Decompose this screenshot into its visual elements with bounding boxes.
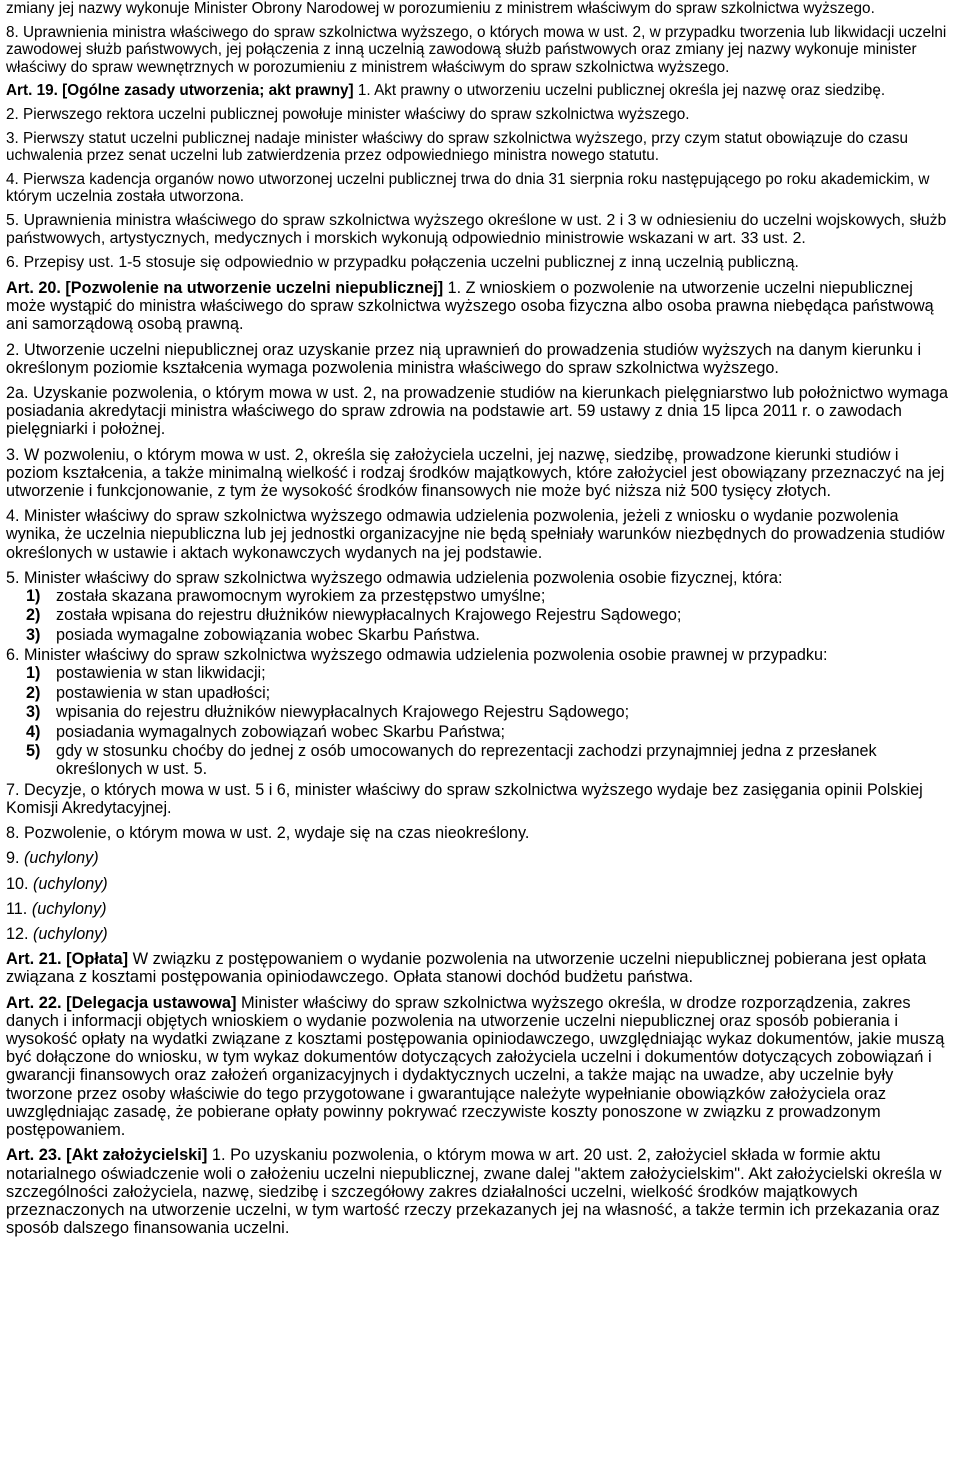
paragraph-art20-8 [6,824,952,842]
paragraph-art23-1 [6,1146,952,1237]
list-item-text: postawienia w stan upadłości; [56,683,271,702]
paragraph-art19-1 [6,82,952,100]
paragraph-number: 10. [6,874,34,893]
paragraph-text: 4. Minister właściwy do spraw szkolnictwa wyższego odmawia udzielenia pozwolenia, jeżeli z wniosku o wydanie pozwolenia wynika, że uczelnia niepubliczna lub jej jednostki organizacyjne nie będą spełniały warunków niezbędnych do prowadzenia studiów określonych w ustawie i aktach wykonawczych wydanych na jej podstawie. [6,507,945,562]
repealed-marker: (uchylony) [31,899,107,918]
list-item-number: 3) [26,703,41,722]
list-item-text: posiada wymagalne zobowiązania wobec Skarbu Państwa. [56,625,480,644]
list-item [6,723,952,741]
list-item-number: 4) [26,722,41,741]
list-item-text: została wpisana do rejestru dłużników niewypłacalnych Krajowego Rejestru Sądowego; [56,606,682,625]
repealed-marker: (uchylony) [33,925,108,944]
article-heading: Art. 20. [Pozwolenie na utworzenie uczelni niepublicznej] [6,278,444,297]
paragraph-art19-6 [6,254,952,272]
list-item-text: wpisania do rejestru dłużników niewypłacalnych Krajowego Rejestru Sądowego; [56,703,630,722]
list-item-text: gdy w stosunku choćby do jednej z osób umocowanych do reprezentacji zachodzi przynajmniej jedna z przesłanek określonych w ust. 5. [56,742,877,779]
paragraph-text: 6. Minister właściwy do spraw szkolnictwa wyższego odmawia udzielenia pozwolenia osobie prawnej w przypadku: [6,646,828,665]
paragraph-art19-4 [6,171,952,206]
paragraph-text: Minister właściwy do spraw szkolnictwa wyższego określa, w drodze rozporządzenia, zakres danych i informacji objętych wnioskiem o wydanie pozwolenia na utworzenie uczelni niepublicznej oraz sposób pobierania i wysokość opłaty na wydatki związane z kosztami postępowania opiniodawczego, uwzględniając wykaz dokumentów, jakie muszą być dołączone do wniosku, w tym wykaz dokumentów dotyczących założyciela uczelni i dokumentów dotyczących zobowiązań i gwarancji finansowych oraz założeń organizacyjnych i dydaktycznych uczelni, a także mając na uwadze, aby uczelnie były tworzone przez osoby właściwie do tego przygotowane i gwarantujące należyte wypełnianie obowiązków założyciela oraz uwzględniając zasadę, że pobierane opłaty powinny pokrywać rzeczywiste koszty ponoszone w związku z prowadzonym postępowaniem. [6,993,945,1140]
paragraph-text: 1. Po uzyskaniu pozwolenia, o którym mowa w art. 20 ust. 2, założyciel składa w formie aktu notarialnego oświadczenie woli o założeniu uczelni niepublicznej, zwane dalej "aktem założycielskim". Akt założycielski określa w szczególności założyciela, nazwę, siedzibę i szczegółowy zakres działalności uczelni, wielkość środków majątkowych przeznaczonych na utworzenie uczelni, w tym wartość rzeczy przekazanych jej na własność, a także termin ich przekazania oraz sposób dalszego finansowania uczelni. [6,1146,942,1238]
paragraph-art20-3 [6,446,952,501]
paragraph-number: 9. [6,849,24,868]
list-item-number: 1) [26,586,41,605]
paragraph-art18-8 [6,24,952,77]
list-item-number: 3) [26,625,41,644]
list-item-number: 2) [26,606,41,625]
list-item [6,587,952,605]
list-item [6,664,952,682]
paragraph-text: 7. Decyzje, o których mowa w ust. 5 i 6, minister właściwy do spraw szkolnictwa wyższego wydaje bez zasięgania opinii Polskiej Komisji Akredytacyjnej. [6,780,923,818]
paragraph-art20-2a [6,384,952,439]
paragraph-text: W związku z postępowaniem o wydanie pozwolenia na utworzenie uczelni niepublicznej pobierana jest opłata związana z kosztami postępowania opiniodawczego. Opłata stanowi dochód budżetu państwa. [6,950,927,987]
paragraph-text: 1. Z wnioskiem o pozwolenie na utworzenie uczelni niepublicznej może wystąpić do ministra właściwego do spraw szkolnictwa wyższego osoba fizyczna albo osoba prawna niebędąca państwową ani samorządową osobą prawną. [6,278,934,334]
paragraph-number: 11. [6,899,32,918]
list-item-number: 1) [26,664,41,683]
list-item-text: została skazana prawomocnym wyrokiem za przestępstwo umyślne; [56,586,546,605]
article-heading: Art. 23. [Akt założycielski] [6,1146,208,1165]
list-item [6,626,952,644]
list-item-text: posiadania wymagalnych zobowiązań wobec Skarbu Państwa; [56,722,506,741]
paragraph-text: 2. Utworzenie uczelni niepublicznej oraz uzyskanie przez nią uprawnień do prowadzenia studiów wyższych na danym kierunku i określonym poziomie kształcenia wymaga pozwolenia ministra właściwego do spraw szkolnictwa wyższego. [6,340,922,377]
paragraph-text: 6. Przepisy ust. 1-5 stosuje się odpowiednio w przypadku połączenia uczelni publicznej z inną uczelnią publiczną. [6,254,799,272]
paragraph-text: 3. Pierwszy statut uczelni publicznej nadaje minister właściwy do spraw szkolnictwa wyższego, przy czym statut obowiązuje do czasu uchwalenia przez senat uczelni lub zatwierdzenia przez odpowiedniego ministra nowego statutu. [6,129,909,165]
paragraph-text: 3. W pozwoleniu, o którym mowa w ust. 2, określa się założyciela uczelni, jej nazwę, siedzibę, prowadzone kierunki studiów i poziom kształcenia, a także minimalną wielkość i rodzaj środków majątkowych, które założyciel jest obowiązany przeznaczyć na jej utworzenie i funkcjonowanie, z tym że wysokość środków finansowych nie może być niższa niż 500 tysięcy złotych. [6,445,945,500]
paragraph-art20-12 [6,925,952,943]
list-item [6,703,952,721]
paragraph-art19-2 [6,106,952,124]
paragraph-text: 2. Pierwszego rektora uczelni publicznej powołuje minister właściwy do spraw szkolnictwa wyższego. [6,105,690,123]
paragraph-art22 [6,994,952,1140]
paragraph-art19-5 [6,212,952,248]
list-item [6,606,952,624]
paragraph-art21 [6,950,952,986]
paragraph-text: 8. Pozwolenie, o którym mowa w ust. 2, wydaje się na czas nieokreślony. [6,824,530,843]
paragraph-art20-1 [6,279,952,334]
paragraph-art20-9 [6,849,952,867]
paragraph-text: 8. Uprawnienia ministra właściwego do spraw szkolnictwa wyższego, o których mowa w ust. 2, w przypadku tworzenia lub likwidacji uczelni zawodowej służb państwowych, jej połączenia z inną uczelnią zawodową służb państwowych oraz zmiany jej nazwy wykonuje minister właściwy do spraw wewnętrznych w porozumieniu z ministrem właściwym do spraw szkolnictwa wyższego. [6,23,947,76]
list-item-text: postawienia w stan likwidacji; [56,664,266,683]
paragraph-art20-6 [6,646,952,664]
repealed-marker: (uchylony) [24,849,99,868]
paragraph-art20-5 [6,569,952,587]
paragraph-art20-4 [6,507,952,562]
paragraph-text: 1. Akt prawny o utworzeniu uczelni publicznej określa jej nazwę oraz siedzibę. [353,82,886,100]
list-item [6,742,952,779]
list-item-number: 2) [26,683,41,702]
list-art20-6 [6,664,952,778]
paragraph-text: 5. Minister właściwy do spraw szkolnictwa wyższego odmawia udzielenia pozwolenia osobie fizycznej, która: [6,568,783,587]
paragraph-number: 12. [6,925,34,944]
article-heading: Art. 21. [Opłata] [6,950,129,969]
list-item [6,684,952,702]
paragraph-text: 5. Uprawnienia ministra właściwego do spraw szkolnictwa wyższego określone w ust. 2 i 3 w odniesieniu do uczelni wojskowych, służb państwowych, artystycznych, medycznych i morskich wykonują odpowiednio ministrowie wskazani w art. 33 ust. 2. [6,211,947,247]
paragraph-art20-11 [6,900,952,918]
paragraph-art20-7 [6,781,952,817]
paragraph-art20-2 [6,341,952,377]
paragraph-art19-3 [6,130,952,165]
article-heading: Art. 22. [Delegacja ustawowa] [6,993,237,1012]
paragraph-text: 4. Pierwsza kadencja organów nowo utworzonej uczelni publicznej trwa do dnia 31 sierpnia roku następującego po roku akademickim, w którym uczelnia została utworzona. [6,170,930,206]
paragraph-text: 2a. Uzyskanie pozwolenia, o którym mowa w ust. 2, na prowadzenie studiów na kierunkach pielęgniarstwo lub położnictwo wymaga posiadania akredytacji ministra właściwego do spraw zdrowia na podstawie art. 59 ustawy z dnia 15 lipca 2011 r. o zawodach pielęgniarki i położnej. [6,383,949,439]
paragraph-art20-10 [6,875,952,893]
paragraph-text: zmiany jej nazwy wykonuje Minister Obrony Narodowej w porozumieniu z ministrem właściwym do spraw szkolnictwa wyższego. [6,0,875,17]
article-heading: Art. 19. [Ogólne zasady utworzenia; akt prawny] [6,82,354,100]
paragraph-art18-continuation [6,0,952,18]
repealed-marker: (uchylony) [33,874,108,893]
list-item-number: 5) [26,742,41,761]
list-art20-5 [6,587,952,644]
